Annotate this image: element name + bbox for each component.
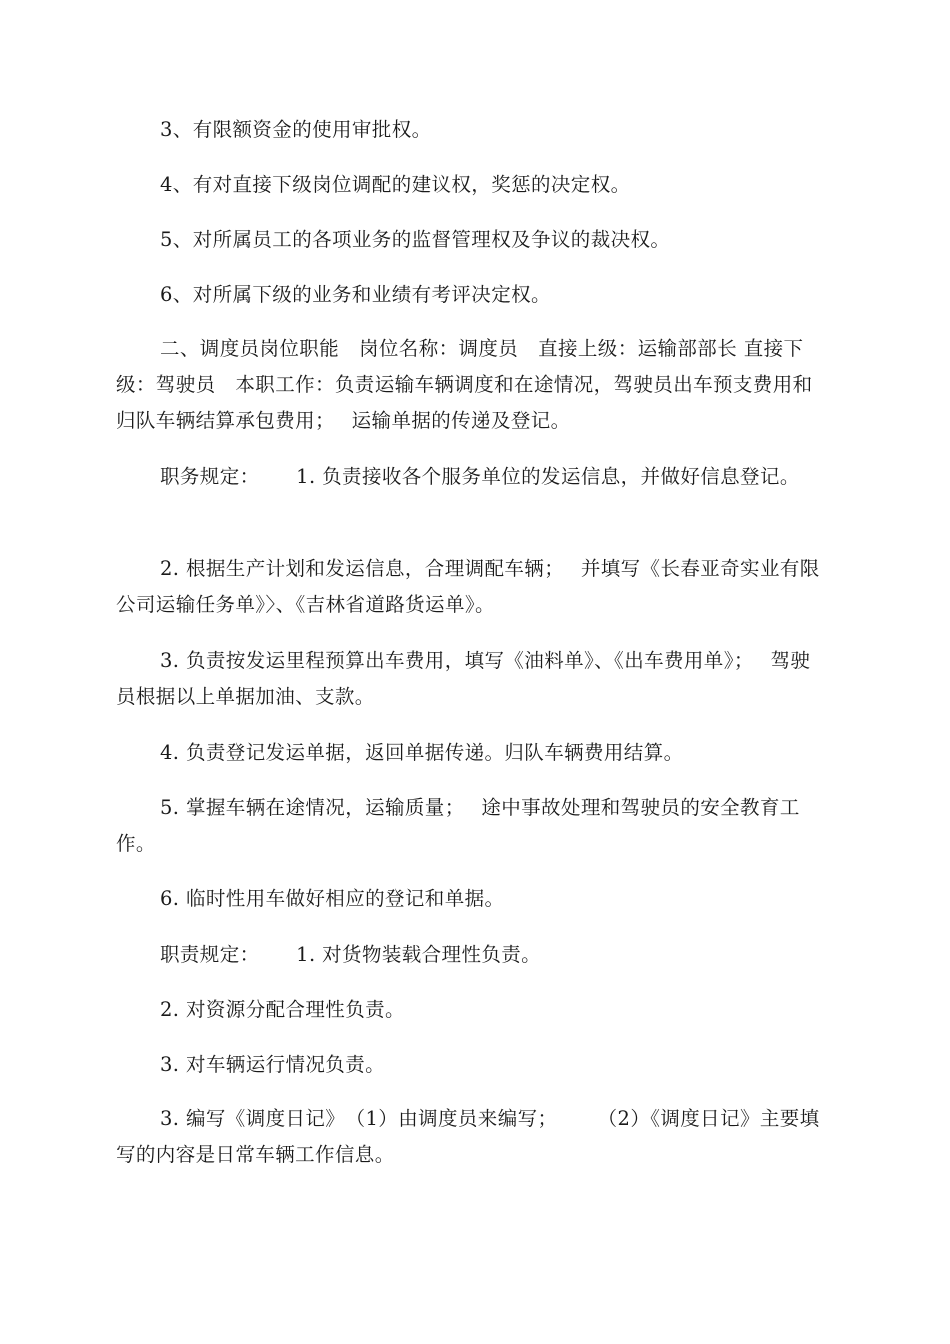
paragraph-responsibility-rule-2: 2. 对资源分配合理性负责。 bbox=[160, 998, 405, 1021]
paragraph-supervision-right: 5、对所属员工的各项业务的监督管理权及争议的裁决权。 bbox=[160, 228, 671, 251]
paragraph-responsibility-rule-1: 职责规定： 1. 对货物装载合理性负责。 bbox=[160, 943, 542, 966]
paragraph-dispatcher-section: 二、调度员岗位职能 岗位名称：调度员 直接上级：运输部部长 直接下级：驾驶员 本职工作：负责运输车辆调度和在途情况，驾驶员出车预支费用和归队车辆结算承包费用； 运输单据的传递及登记。 bbox=[116, 337, 813, 432]
paragraph-duty-rule-4: 4. 负责登记发运单据，返回单据传递。归队车辆费用结算。 bbox=[160, 741, 684, 764]
paragraph-evaluation-right: 6、对所属下级的业务和业绩有考评决定权。 bbox=[160, 283, 551, 306]
paragraph-approval-right: 3、有限额资金的使用审批权。 bbox=[160, 118, 432, 141]
paragraph-responsibility-rule-3: 3. 对车辆运行情况负责。 bbox=[160, 1053, 386, 1076]
paragraph-duty-rule-6: 6. 临时性用车做好相应的登记和单据。 bbox=[160, 887, 505, 910]
paragraph-duty-rule-1: 职务规定： 1. 负责接收各个服务单位的发运信息，并做好信息登记。 bbox=[160, 465, 800, 488]
paragraph-transfer-suggestion-right: 4、有对直接下级岗位调配的建议权，奖惩的决定权。 bbox=[160, 173, 631, 196]
paragraph-dispatch-diary: 3. 编写《调度日记》 （1）由调度员来编写； （2）《调度日记》主要填写的内容是日常车辆工作信息。 bbox=[116, 1107, 820, 1166]
paragraph-duty-rule-3: 3. 负责按发运里程预算出车费用，填写《油料单》、《出车费用单》； 驾驶员根据以上单据加油、支款。 bbox=[116, 649, 811, 708]
paragraph-duty-rule-5: 5. 掌握车辆在途情况，运输质量； 途中事故处理和驾驶员的安全教育工作。 bbox=[116, 796, 800, 855]
paragraph-duty-rule-2: 2. 根据生产计划和发运信息，合理调配车辆； 并填写《长春亚奇实业有限公司运输任务单》〉、《吉林省道路货运单》。 bbox=[116, 557, 820, 616]
